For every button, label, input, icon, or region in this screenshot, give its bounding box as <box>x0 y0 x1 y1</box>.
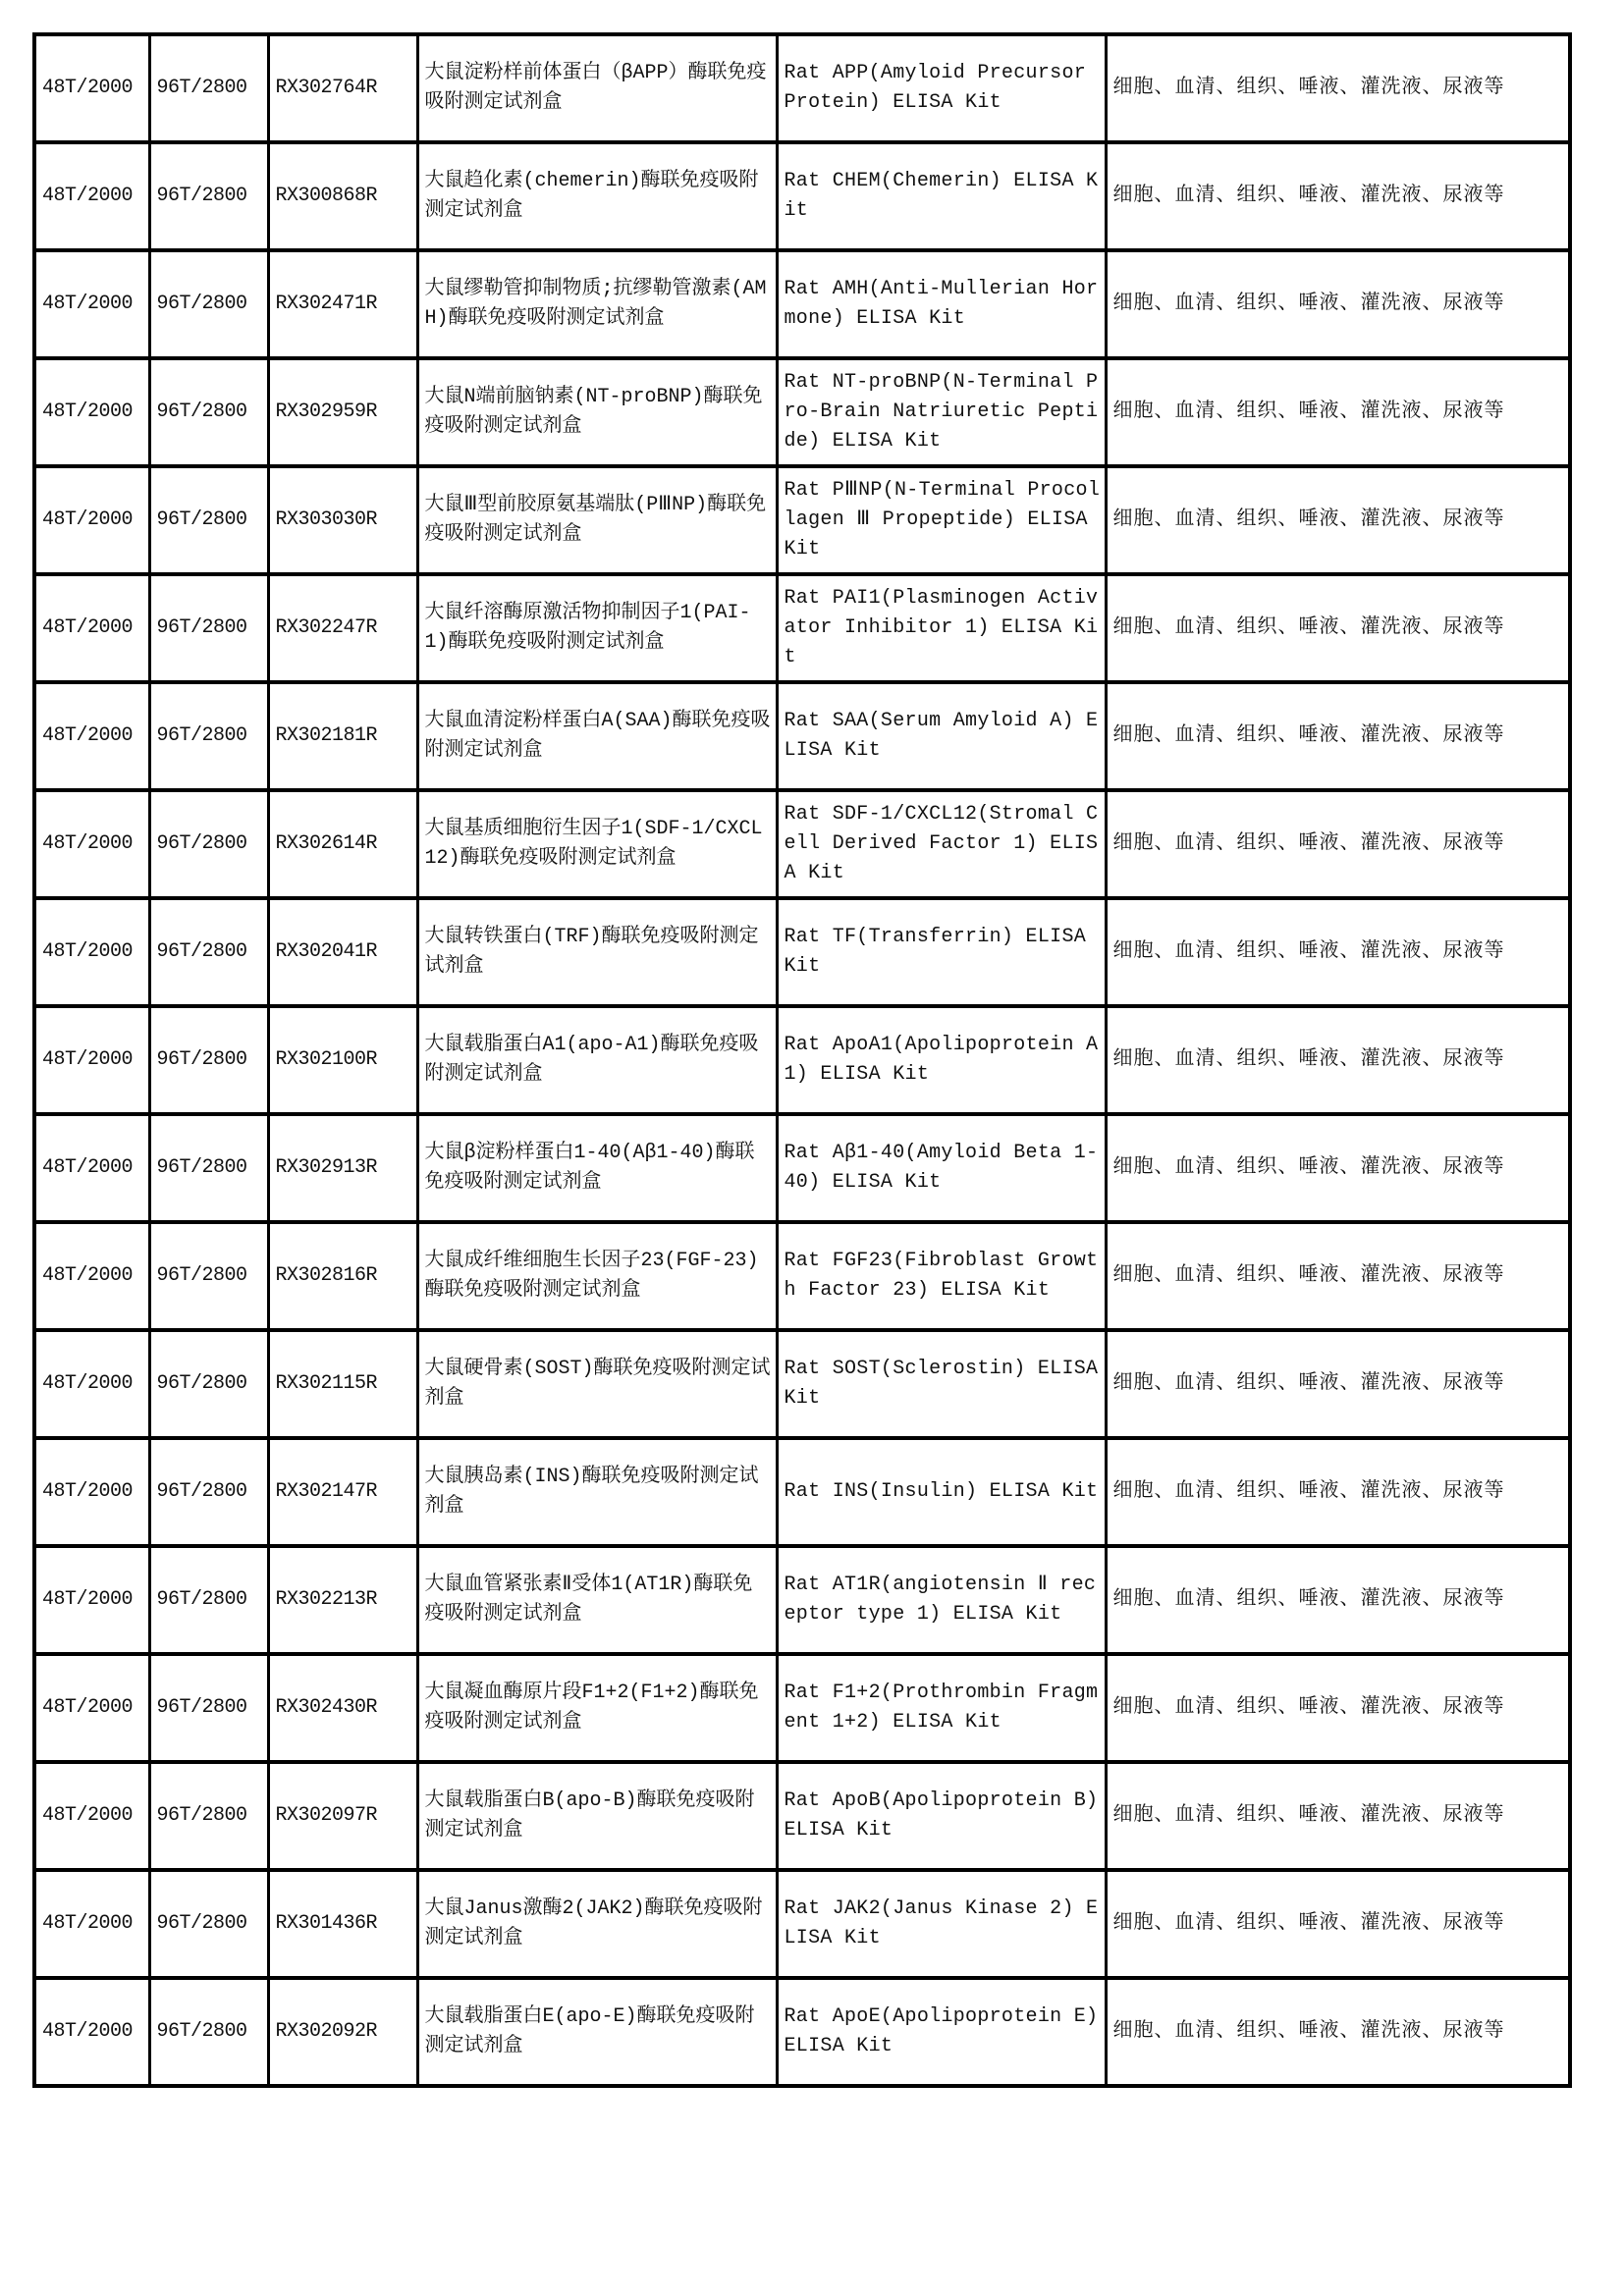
large-pack-price-cell: 96T/2800 <box>149 1222 268 1330</box>
large-pack-price-cell: 96T/2800 <box>149 790 268 898</box>
sample-types-cell: 细胞、血清、组织、唾液、灌洗液、尿液等 <box>1106 1654 1570 1762</box>
sample-types-cell: 细胞、血清、组织、唾液、灌洗液、尿液等 <box>1106 1006 1570 1114</box>
chinese-name-cell: 大鼠β淀粉样蛋白1-40(Aβ1-40)酶联免疫吸附测定试剂盒 <box>417 1114 777 1222</box>
english-name-cell: Rat PⅢNP(N-Terminal Procollagen Ⅲ Propeptide) ELISA Kit <box>777 466 1106 574</box>
table-row <box>34 1006 1570 1114</box>
small-pack-price-cell: 48T/2000 <box>34 1222 149 1330</box>
english-name-cell: Rat ApoA1(Apolipoprotein A1) ELISA Kit <box>777 1006 1106 1114</box>
large-pack-price-cell: 96T/2800 <box>149 1870 268 1978</box>
catalog-number-cell: RX302213R <box>268 1546 417 1654</box>
english-name-cell: Rat ApoE(Apolipoprotein E) ELISA Kit <box>777 1978 1106 2086</box>
sample-types-cell: 细胞、血清、组织、唾液、灌洗液、尿液等 <box>1106 574 1570 682</box>
english-name-cell: Rat JAK2(Janus Kinase 2) ELISA Kit <box>777 1870 1106 1978</box>
english-name-cell: Rat PAI1(Plasminogen Activator Inhibitor 1) ELISA Kit <box>777 574 1106 682</box>
sample-types-cell: 细胞、血清、组织、唾液、灌洗液、尿液等 <box>1106 1762 1570 1870</box>
large-pack-price-cell: 96T/2800 <box>149 1654 268 1762</box>
large-pack-price-cell: 96T/2800 <box>149 34 268 142</box>
catalog-number-cell: RX302100R <box>268 1006 417 1114</box>
english-name-cell: Rat NT-proBNP(N-Terminal Pro-Brain Natriuretic Peptide) ELISA Kit <box>777 358 1106 466</box>
sample-types-cell: 细胞、血清、组织、唾液、灌洗液、尿液等 <box>1106 1870 1570 1978</box>
chinese-name-cell: 大鼠Janus激酶2(JAK2)酶联免疫吸附测定试剂盒 <box>417 1870 777 1978</box>
small-pack-price-cell: 48T/2000 <box>34 1006 149 1114</box>
chinese-name-cell: 大鼠成纤维细胞生长因子23(FGF-23)酶联免疫吸附测定试剂盒 <box>417 1222 777 1330</box>
small-pack-price-cell: 48T/2000 <box>34 898 149 1006</box>
catalog-number-cell: RX302041R <box>268 898 417 1006</box>
catalog-number-cell: RX302764R <box>268 34 417 142</box>
sample-types-cell: 细胞、血清、组织、唾液、灌洗液、尿液等 <box>1106 34 1570 142</box>
chinese-name-cell: 大鼠转铁蛋白(TRF)酶联免疫吸附测定试剂盒 <box>417 898 777 1006</box>
catalog-number-cell: RX301436R <box>268 1870 417 1978</box>
small-pack-price-cell: 48T/2000 <box>34 1114 149 1222</box>
table-row <box>34 790 1570 898</box>
chinese-name-cell: 大鼠趋化素(chemerin)酶联免疫吸附测定试剂盒 <box>417 142 777 250</box>
large-pack-price-cell: 96T/2800 <box>149 1762 268 1870</box>
large-pack-price-cell: 96T/2800 <box>149 1438 268 1546</box>
english-name-cell: Rat CHEM(Chemerin) ELISA Kit <box>777 142 1106 250</box>
table-row <box>34 250 1570 358</box>
table-row <box>34 1546 1570 1654</box>
catalog-number-cell: RX302614R <box>268 790 417 898</box>
table-body <box>34 34 1570 2086</box>
catalog-number-cell: RX302913R <box>268 1114 417 1222</box>
sample-types-cell: 细胞、血清、组织、唾液、灌洗液、尿液等 <box>1106 790 1570 898</box>
table-row <box>34 1978 1570 2086</box>
chinese-name-cell: 大鼠纤溶酶原激活物抑制因子1(PAI-1)酶联免疫吸附测定试剂盒 <box>417 574 777 682</box>
large-pack-price-cell: 96T/2800 <box>149 1330 268 1438</box>
chinese-name-cell: 大鼠载脂蛋白E(apo-E)酶联免疫吸附测定试剂盒 <box>417 1978 777 2086</box>
english-name-cell: Rat ApoB(Apolipoprotein B) ELISA Kit <box>777 1762 1106 1870</box>
table-row <box>34 34 1570 142</box>
table-row <box>34 1114 1570 1222</box>
chinese-name-cell: 大鼠胰岛素(INS)酶联免疫吸附测定试剂盒 <box>417 1438 777 1546</box>
small-pack-price-cell: 48T/2000 <box>34 466 149 574</box>
large-pack-price-cell: 96T/2800 <box>149 682 268 790</box>
small-pack-price-cell: 48T/2000 <box>34 1330 149 1438</box>
table-row <box>34 1870 1570 1978</box>
chinese-name-cell: 大鼠缪勒管抑制物质;抗缪勒管激素(AMH)酶联免疫吸附测定试剂盒 <box>417 250 777 358</box>
small-pack-price-cell: 48T/2000 <box>34 1654 149 1762</box>
table-row <box>34 682 1570 790</box>
chinese-name-cell: 大鼠血管紧张素Ⅱ受体1(AT1R)酶联免疫吸附测定试剂盒 <box>417 1546 777 1654</box>
chinese-name-cell: 大鼠凝血酶原片段F1+2(F1+2)酶联免疫吸附测定试剂盒 <box>417 1654 777 1762</box>
large-pack-price-cell: 96T/2800 <box>149 898 268 1006</box>
large-pack-price-cell: 96T/2800 <box>149 1978 268 2086</box>
english-name-cell: Rat AMH(Anti-Mullerian Hormone) ELISA Kit <box>777 250 1106 358</box>
catalog-number-cell: RX300868R <box>268 142 417 250</box>
small-pack-price-cell: 48T/2000 <box>34 1762 149 1870</box>
catalog-number-cell: RX302147R <box>268 1438 417 1546</box>
english-name-cell: Rat SDF-1/CXCL12(Stromal Cell Derived Factor 1) ELISA Kit <box>777 790 1106 898</box>
sample-types-cell: 细胞、血清、组织、唾液、灌洗液、尿液等 <box>1106 142 1570 250</box>
sample-types-cell: 细胞、血清、组织、唾液、灌洗液、尿液等 <box>1106 1546 1570 1654</box>
large-pack-price-cell: 96T/2800 <box>149 142 268 250</box>
english-name-cell: Rat TF(Transferrin) ELISA Kit <box>777 898 1106 1006</box>
table-row <box>34 1654 1570 1762</box>
english-name-cell: Rat SAA(Serum Amyloid A) ELISA Kit <box>777 682 1106 790</box>
small-pack-price-cell: 48T/2000 <box>34 1546 149 1654</box>
table-row <box>34 142 1570 250</box>
catalog-number-cell: RX302959R <box>268 358 417 466</box>
chinese-name-cell: 大鼠N端前脑钠素(NT-proBNP)酶联免疫吸附测定试剂盒 <box>417 358 777 466</box>
small-pack-price-cell: 48T/2000 <box>34 1978 149 2086</box>
table-row <box>34 1330 1570 1438</box>
english-name-cell: Rat INS(Insulin) ELISA Kit <box>777 1438 1106 1546</box>
catalog-number-cell: RX303030R <box>268 466 417 574</box>
catalog-number-cell: RX302430R <box>268 1654 417 1762</box>
sample-types-cell: 细胞、血清、组织、唾液、灌洗液、尿液等 <box>1106 358 1570 466</box>
sample-types-cell: 细胞、血清、组织、唾液、灌洗液、尿液等 <box>1106 1438 1570 1546</box>
small-pack-price-cell: 48T/2000 <box>34 790 149 898</box>
english-name-cell: Rat SOST(Sclerostin) ELISA Kit <box>777 1330 1106 1438</box>
catalog-number-cell: RX302115R <box>268 1330 417 1438</box>
sample-types-cell: 细胞、血清、组织、唾液、灌洗液、尿液等 <box>1106 898 1570 1006</box>
english-name-cell: Rat FGF23(Fibroblast Growth Factor 23) ELISA Kit <box>777 1222 1106 1330</box>
large-pack-price-cell: 96T/2800 <box>149 1546 268 1654</box>
catalog-number-cell: RX302097R <box>268 1762 417 1870</box>
chinese-name-cell: 大鼠载脂蛋白B(apo-B)酶联免疫吸附测定试剂盒 <box>417 1762 777 1870</box>
english-name-cell: Rat F1+2(Prothrombin Fragment 1+2) ELISA Kit <box>777 1654 1106 1762</box>
catalog-number-cell: RX302816R <box>268 1222 417 1330</box>
chinese-name-cell: 大鼠基质细胞衍生因子1(SDF-1/CXCL12)酶联免疫吸附测定试剂盒 <box>417 790 777 898</box>
small-pack-price-cell: 48T/2000 <box>34 682 149 790</box>
sample-types-cell: 细胞、血清、组织、唾液、灌洗液、尿液等 <box>1106 250 1570 358</box>
large-pack-price-cell: 96T/2800 <box>149 466 268 574</box>
english-name-cell: Rat Aβ1-40(Amyloid Beta 1-40) ELISA Kit <box>777 1114 1106 1222</box>
sample-types-cell: 细胞、血清、组织、唾液、灌洗液、尿液等 <box>1106 1330 1570 1438</box>
table-row <box>34 1438 1570 1546</box>
large-pack-price-cell: 96T/2800 <box>149 250 268 358</box>
large-pack-price-cell: 96T/2800 <box>149 1114 268 1222</box>
catalog-number-cell: RX302181R <box>268 682 417 790</box>
sample-types-cell: 细胞、血清、组织、唾液、灌洗液、尿液等 <box>1106 466 1570 574</box>
catalog-number-cell: RX302092R <box>268 1978 417 2086</box>
chinese-name-cell: 大鼠硬骨素(SOST)酶联免疫吸附测定试剂盒 <box>417 1330 777 1438</box>
small-pack-price-cell: 48T/2000 <box>34 142 149 250</box>
table-row <box>34 1762 1570 1870</box>
chinese-name-cell: 大鼠载脂蛋白A1(apo-A1)酶联免疫吸附测定试剂盒 <box>417 1006 777 1114</box>
chinese-name-cell: 大鼠淀粉样前体蛋白（βAPP）酶联免疫吸附测定试剂盒 <box>417 34 777 142</box>
sample-types-cell: 细胞、血清、组织、唾液、灌洗液、尿液等 <box>1106 1222 1570 1330</box>
small-pack-price-cell: 48T/2000 <box>34 574 149 682</box>
english-name-cell: Rat AT1R(angiotensin Ⅱ receptor type 1) ELISA Kit <box>777 1546 1106 1654</box>
catalog-number-cell: RX302471R <box>268 250 417 358</box>
small-pack-price-cell: 48T/2000 <box>34 1438 149 1546</box>
sample-types-cell: 细胞、血清、组织、唾液、灌洗液、尿液等 <box>1106 682 1570 790</box>
small-pack-price-cell: 48T/2000 <box>34 358 149 466</box>
small-pack-price-cell: 48T/2000 <box>34 34 149 142</box>
small-pack-price-cell: 48T/2000 <box>34 1870 149 1978</box>
chinese-name-cell: 大鼠Ⅲ型前胶原氨基端肽(PⅢNP)酶联免疫吸附测定试剂盒 <box>417 466 777 574</box>
table-row <box>34 466 1570 574</box>
small-pack-price-cell: 48T/2000 <box>34 250 149 358</box>
elisa-kit-table <box>32 32 1572 2088</box>
table-row <box>34 898 1570 1006</box>
sample-types-cell: 细胞、血清、组织、唾液、灌洗液、尿液等 <box>1106 1978 1570 2086</box>
english-name-cell: Rat APP(Amyloid Precursor Protein) ELISA Kit <box>777 34 1106 142</box>
large-pack-price-cell: 96T/2800 <box>149 358 268 466</box>
chinese-name-cell: 大鼠血清淀粉样蛋白A(SAA)酶联免疫吸附测定试剂盒 <box>417 682 777 790</box>
catalog-number-cell: RX302247R <box>268 574 417 682</box>
large-pack-price-cell: 96T/2800 <box>149 574 268 682</box>
sample-types-cell: 细胞、血清、组织、唾液、灌洗液、尿液等 <box>1106 1114 1570 1222</box>
table-row <box>34 358 1570 466</box>
table-row <box>34 574 1570 682</box>
table-row <box>34 1222 1570 1330</box>
large-pack-price-cell: 96T/2800 <box>149 1006 268 1114</box>
